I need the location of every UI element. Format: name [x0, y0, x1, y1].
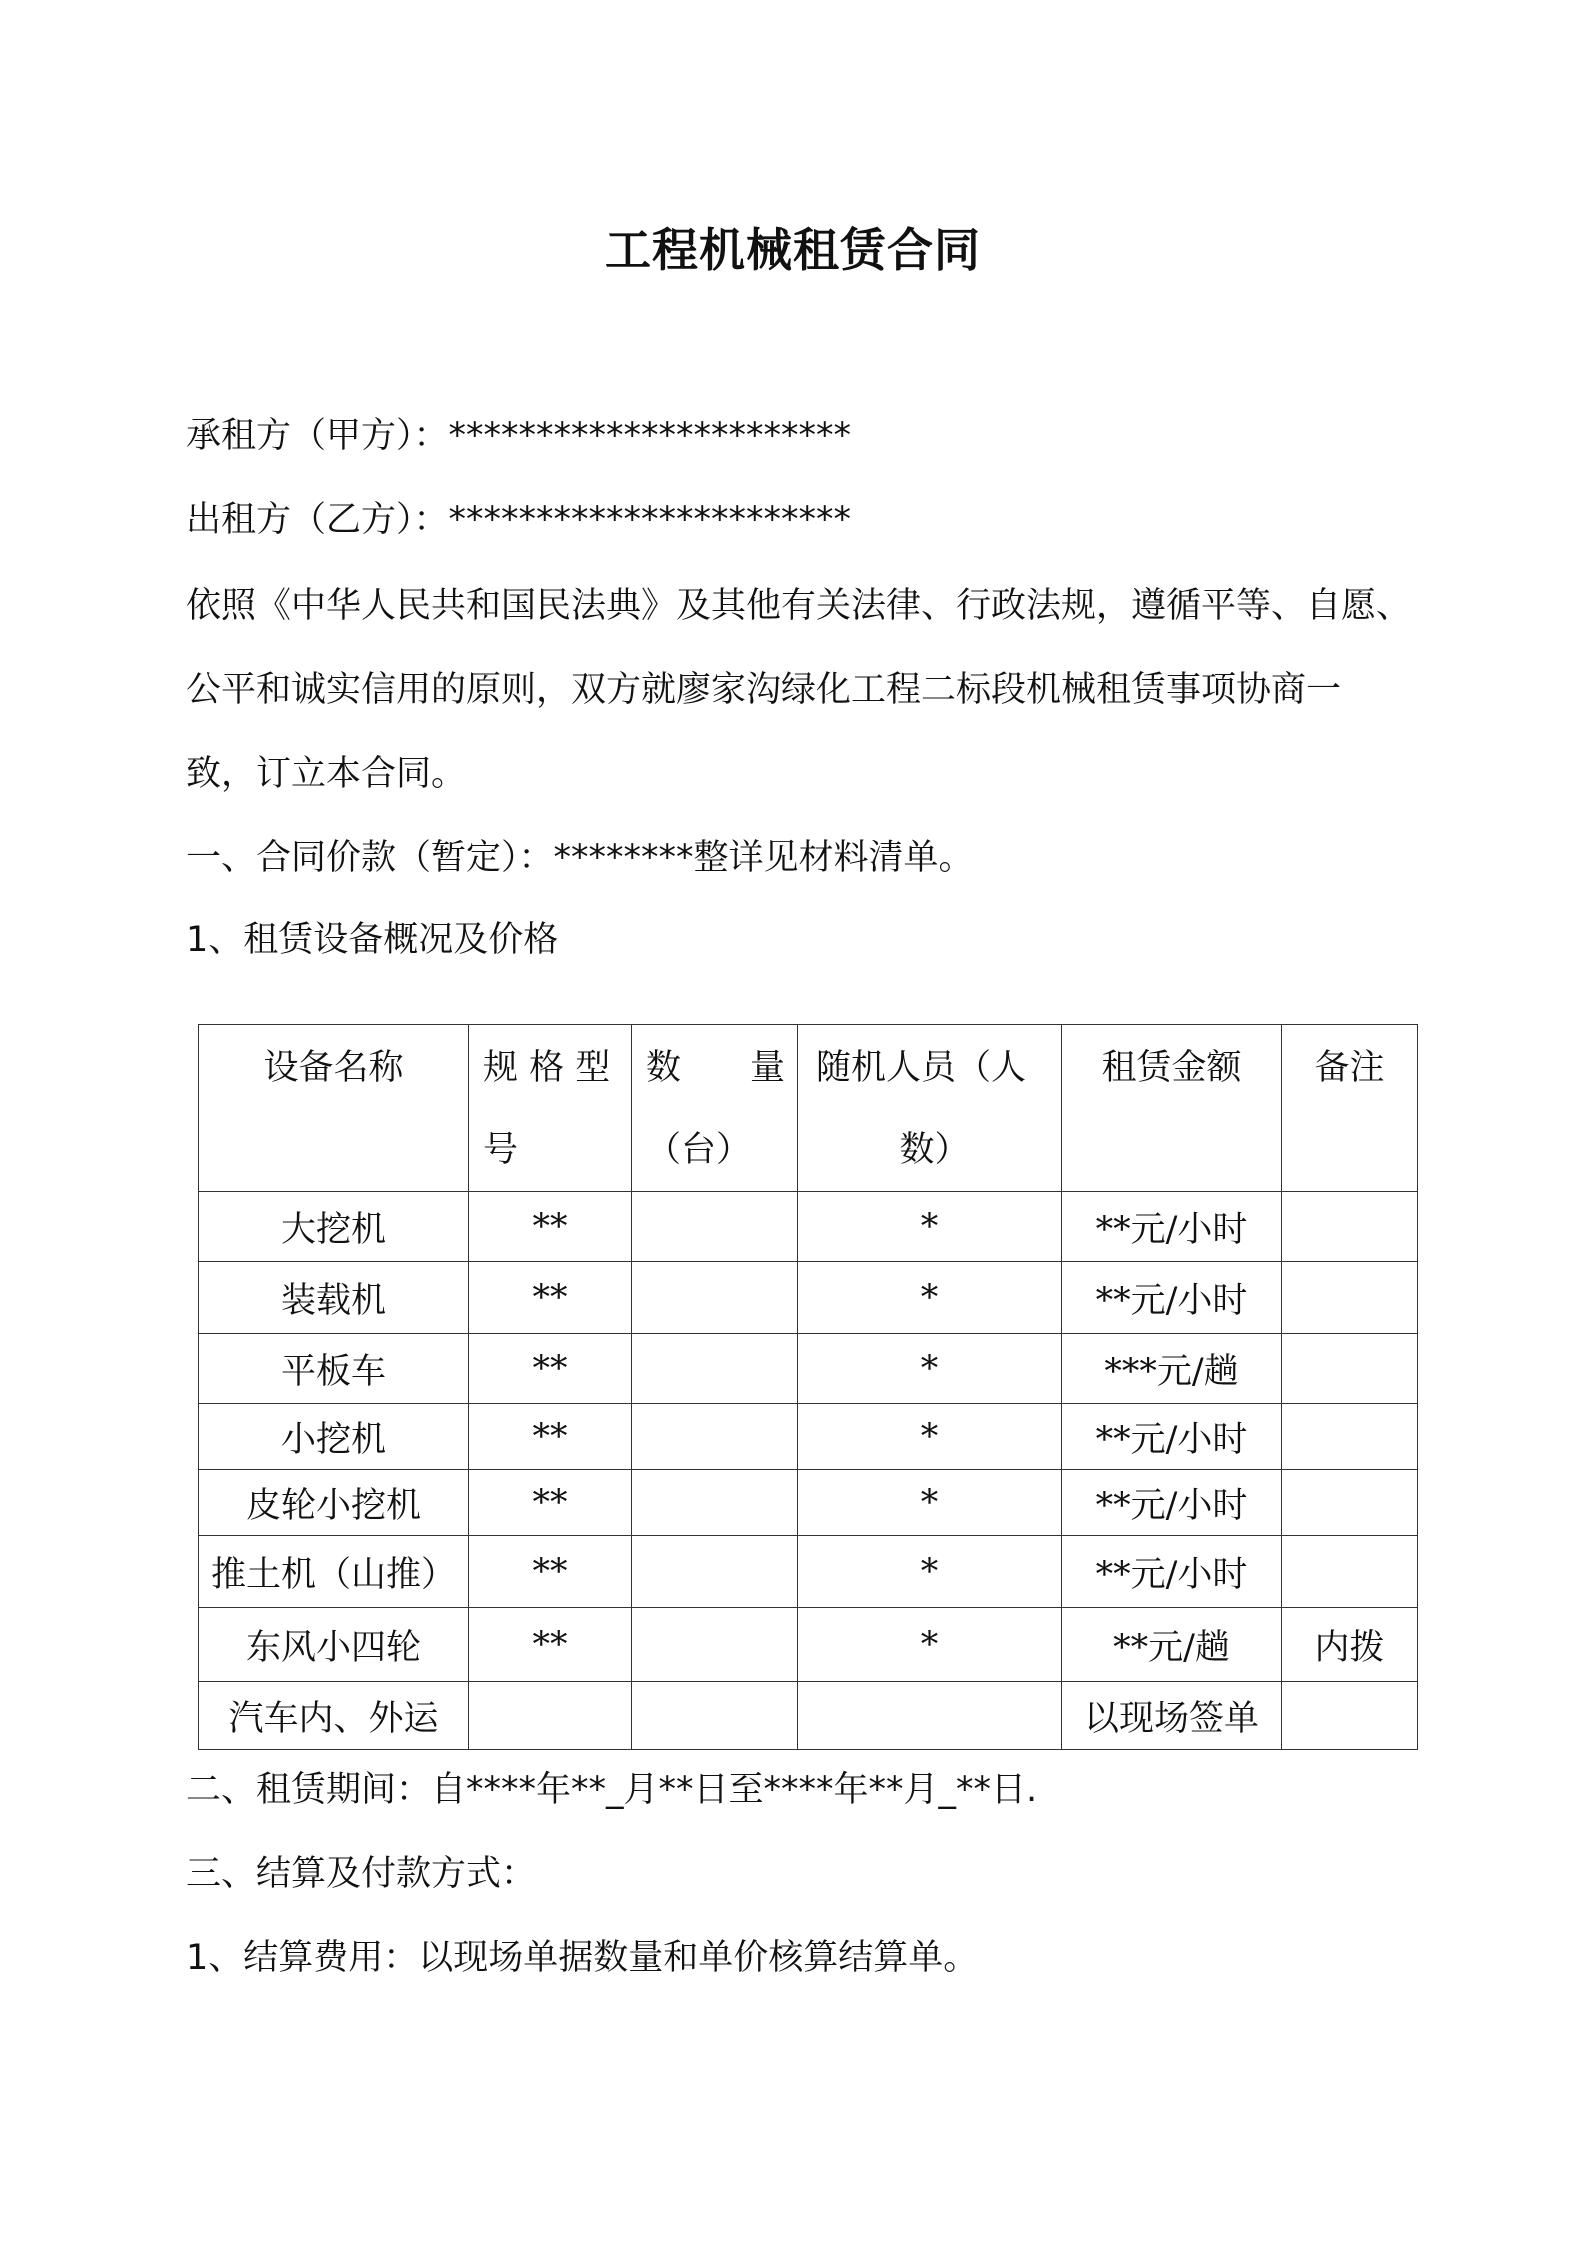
- lessor-line: 出租方（乙方）：***********************: [186, 500, 852, 540]
- cell-spec: **: [469, 1404, 632, 1470]
- cell-amount: **元/趟: [1062, 1608, 1282, 1682]
- cell-name: 小挖机: [199, 1404, 469, 1470]
- section-3-subheading: 1、结算费用：以现场单据数量和单价核算结算单。: [186, 1938, 979, 1978]
- table-row: [199, 1682, 1418, 1750]
- cell-remark: 内拨: [1282, 1608, 1418, 1682]
- intro-line-2: 公平和诚实信用的原则，双方就廖家沟绿化工程二标段机械租赁事项协商一: [186, 670, 1342, 710]
- header-qty-part-1: 数: [646, 1048, 682, 1088]
- cell-amount: **元/小时: [1062, 1404, 1282, 1470]
- cell-qty: [632, 1470, 798, 1536]
- cell-name: 大挖机: [199, 1192, 469, 1262]
- header-staff-line-2: 数）: [899, 1130, 970, 1170]
- cell-remark: [1282, 1334, 1418, 1404]
- header-remark: [1282, 1025, 1418, 1192]
- cell-name: 推土机（山推）: [199, 1536, 469, 1608]
- cell-qty: [632, 1262, 798, 1334]
- cell-spec: **: [469, 1192, 632, 1262]
- cell-remark: [1282, 1682, 1418, 1750]
- lessee-line: 承租方（甲方）：***********************: [186, 416, 852, 456]
- header-name: [199, 1025, 469, 1192]
- cell-remark: [1282, 1192, 1418, 1262]
- cell-staff: *: [798, 1404, 1062, 1470]
- section-1-heading: 一、合同价款（暂定）：********整详见材料清单。: [186, 838, 974, 878]
- table-row: [199, 1536, 1418, 1608]
- header-spec-line-2: 号: [483, 1130, 519, 1170]
- cell-staff: *: [798, 1536, 1062, 1608]
- table-row: [199, 1404, 1418, 1470]
- header-spec: [469, 1025, 632, 1192]
- cell-remark: [1282, 1470, 1418, 1536]
- cell-qty: [632, 1608, 798, 1682]
- cell-remark: [1282, 1536, 1418, 1608]
- cell-spec: **: [469, 1470, 632, 1536]
- cell-amount: 以现场签单: [1062, 1682, 1282, 1750]
- cell-qty: [632, 1536, 798, 1608]
- header-qty-part-2: 量: [749, 1048, 785, 1088]
- header-amount-text: 租赁金额: [1101, 1048, 1242, 1088]
- table-row: [199, 1334, 1418, 1404]
- cell-staff: *: [798, 1262, 1062, 1334]
- table-row: [199, 1192, 1418, 1262]
- intro-line-3: 致，订立本合同。: [186, 754, 467, 794]
- cell-staff: [798, 1682, 1062, 1750]
- cell-name: 汽车内、外运: [199, 1682, 469, 1750]
- cell-spec: **: [469, 1536, 632, 1608]
- cell-name: 皮轮小挖机: [199, 1470, 469, 1536]
- cell-qty: [632, 1682, 798, 1750]
- cell-spec: **: [469, 1262, 632, 1334]
- equipment-table: [198, 1024, 1418, 1750]
- intro-line-1: 依照《中华人民共和国民法典》及其他有关法律、行政法规，遵循平等、自愿、: [186, 586, 1412, 626]
- header-remark-text: 备注: [1314, 1048, 1385, 1088]
- table-row: [199, 1470, 1418, 1536]
- header-amount: [1062, 1025, 1282, 1192]
- header-staff-line-1: 随机人员（人: [816, 1048, 1027, 1088]
- cell-qty: [632, 1404, 798, 1470]
- section-3-heading: 三、结算及付款方式：: [186, 1854, 537, 1894]
- section-1-subheading: 1、租赁设备概况及价格: [186, 920, 559, 960]
- cell-name: 东风小四轮: [199, 1608, 469, 1682]
- cell-spec: [469, 1682, 632, 1750]
- equipment-table-wrapper: [198, 1024, 1418, 1750]
- header-qty-line-2: （台）: [646, 1130, 752, 1170]
- cell-staff: *: [798, 1470, 1062, 1536]
- cell-name: 装载机: [199, 1262, 469, 1334]
- cell-staff: *: [798, 1334, 1062, 1404]
- cell-spec: **: [469, 1334, 632, 1404]
- header-spec-line-1: 规 格 型: [483, 1048, 611, 1088]
- cell-spec: **: [469, 1608, 632, 1682]
- cell-qty: [632, 1192, 798, 1262]
- cell-staff: *: [798, 1192, 1062, 1262]
- cell-amount: **元/小时: [1062, 1262, 1282, 1334]
- document-title: 工程机械租赁合同: [605, 223, 981, 277]
- table-row: [199, 1262, 1418, 1334]
- cell-name: 平板车: [199, 1334, 469, 1404]
- header-staff: [798, 1025, 1062, 1192]
- section-2-heading: 二、租赁期间：自****年**_月**日至****年**月_**日.: [186, 1770, 1038, 1810]
- cell-amount: **元/小时: [1062, 1536, 1282, 1608]
- header-name-text: 设备名称: [263, 1048, 404, 1088]
- cell-amount: **元/小时: [1062, 1192, 1282, 1262]
- cell-amount: ***元/趟: [1062, 1334, 1282, 1404]
- table-header-row: [199, 1025, 1418, 1192]
- cell-amount: **元/小时: [1062, 1470, 1282, 1536]
- cell-staff: *: [798, 1608, 1062, 1682]
- header-qty: [632, 1025, 798, 1192]
- cell-qty: [632, 1334, 798, 1404]
- cell-remark: [1282, 1404, 1418, 1470]
- table-row: [199, 1608, 1418, 1682]
- cell-remark: [1282, 1262, 1418, 1334]
